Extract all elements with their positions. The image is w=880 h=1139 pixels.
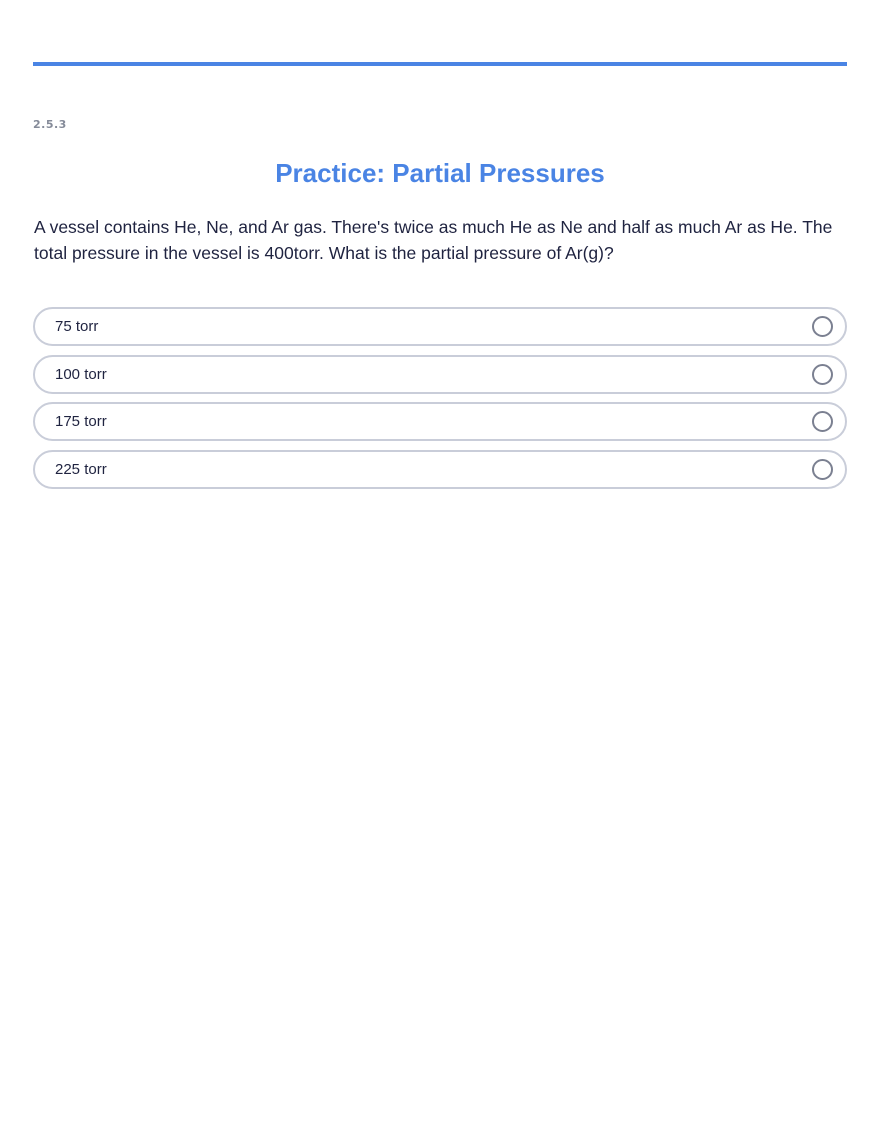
page-title: Practice: Partial Pressures [275, 158, 605, 188]
radio-unselected-icon[interactable] [812, 316, 833, 337]
option-label: 175 torr [55, 413, 107, 430]
question-text: A vessel contains He, Ne, and Ar gas. There's twice as much He as Ne and half as much Ar as He. The total pressure in the vessel is 400torr. What is the partial pressure of Ar(g)? [34, 217, 833, 263]
radio-unselected-icon[interactable] [812, 459, 833, 480]
radio-unselected-icon[interactable] [812, 364, 833, 385]
answer-option-4[interactable] [33, 450, 847, 489]
answer-option-3[interactable] [33, 402, 847, 441]
option-label: 100 torr [55, 365, 107, 383]
option-label: 75 torr [55, 318, 99, 335]
answer-option-2[interactable] [33, 355, 847, 394]
section-number: 2.5.3 [33, 118, 67, 131]
top-divider [33, 62, 847, 66]
answer-option-1[interactable] [33, 307, 847, 346]
radio-unselected-icon[interactable] [812, 411, 833, 432]
option-label: 225 torr [55, 460, 107, 478]
answer-options [33, 307, 847, 497]
